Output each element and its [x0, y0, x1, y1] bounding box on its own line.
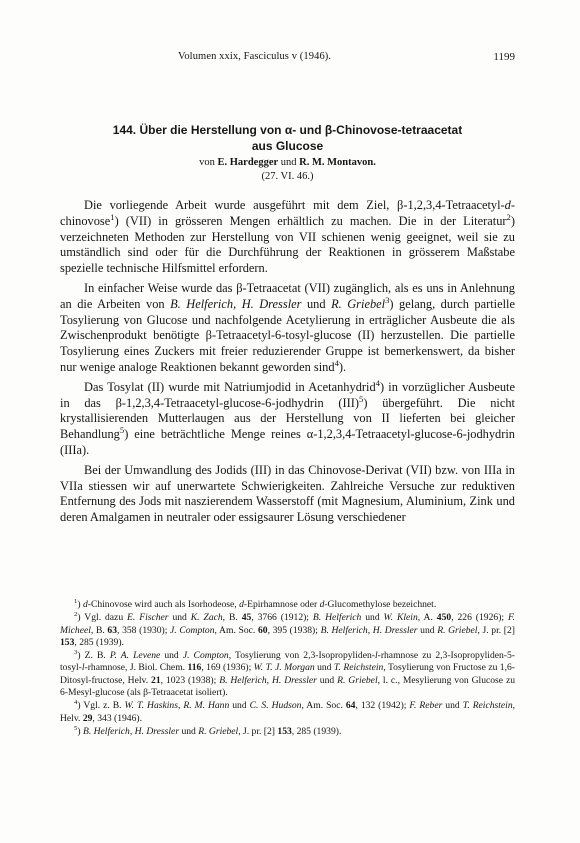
title-line-2: aus Glucose: [251, 139, 324, 153]
byline-and: und: [278, 157, 300, 168]
received-date: (27. VI. 46.): [261, 171, 314, 182]
article-title: [60, 122, 515, 154]
footnote-ref: 4: [375, 377, 380, 388]
page-number: 1199: [493, 51, 515, 63]
footnote-ref: 4: [334, 357, 339, 368]
byline-prefix: von: [199, 157, 218, 168]
running-title: Volumen xxix, Fasciculus v (1946).: [178, 51, 332, 62]
article-body: [60, 198, 515, 530]
title-line-1: 144. Über die Herstellung von α- und β-Chinovose-tetraacetat: [112, 123, 463, 137]
footnote-ref: 2: [506, 211, 511, 222]
paragraph-2: In einfacher Weise wurde das β-Tetraacetat (VII) zugänglich, als es uns in Anlehnung an die Arbeiten von B. Helferich, H. Dressler und R. Griebel$^3$) gelang, durch partielle Tosylierung von Glucose und nachfolgende Acetylierung in erträglicher Ausbeute die als Zwischenprodukt benötigte β-Tetraacetyl-6-tosyl-glucose (II) herzustellen. Die partielle Tosylierung eines Zuckers mit freier reduzierender Gruppe ist bemerkenswert, da bisher nur wenige analoge Reaktionen bekannt geworden sind$^4$).: [60, 280, 515, 374]
author-1: E. Hardegger: [217, 157, 279, 168]
paragraph-3: Das Tosylat (II) wurde mit Natriumjodid in Acetanhydrid$^4$) in vorzüglicher Ausbeute in das β-1,2,3,4-Tetraacetyl-glucose-6-jodhydrin (III)$^5$) übergeführt. Die nicht krystallisierenden Mutterlaugen aus der Herstellung von II lieferten bei gleicher Behandlung$^5$) eine beträchtliche Menge reines α-1,2,3,4-Tetraacetyl-glucose-6-jodhydrin (IIIa).: [60, 377, 515, 457]
footnote-2: $^2$) Vgl. dazu E. Fischer und K. Zach, B. 45, 3766 (1912); B. Helferich und W. Klein, A. 450, 226 (1926); F. Micheel, B. 63, 358 (1930); J. Compton, Am. Soc. 60, 395 (1938); B. Helferich, H. Dressler und R. Griebel, J. pr. [2] 153, 285 (1939).: [60, 611, 516, 648]
footnote-ref: 5: [119, 425, 125, 436]
paragraph-1: Die vorliegende Arbeit wurde ausgeführt mit dem Ziel, β-1,2,3,4-Tetraacetyl-d-chinovose$^1$) (VII) in grösseren Mengen erhältlich zu machen. Die in der Literatur$^2$) verzeichneten Methoden zur Herstellung von VII schienen wenig geeignet, weil sie zu umständlich sind oder für die Durchführung der Reaktionen in grösserem Maßstabe spezielle technische Hilfsmittel erfordern.: [60, 198, 515, 276]
footnote-3: $^3$) Z. B. P. A. Levene und J. Compton, Tosylierung von 2,3-Isopropyliden-l-rhamnose zu 2,3-Isopropyliden-5-tosyl-l-rhamnose, J. Biol. Chem. 116, 169 (1936); W. T. J. Morgan und T. Reichstein, Tosylierung von Fructose zu 1,6-Ditosyl-fructose, Helv. 21, 1023 (1938); B. Helferich, H. Dressler und R. Griebel, l. c., Mesylierung von Glucose zu 6-Mesyl-glucose (als β-Tetraacetat isoliert).: [60, 649, 516, 699]
footnote-1: $^1$) d-Chinovose wird auch als Isorhodeose, d-Epirhamnose oder d-Glucomethylose bezeichnet.: [74, 597, 437, 610]
footnote-5: $^5$) B. Helferich, H. Dressler und R. Griebel, J. pr. [2] 153, 285 (1939).: [74, 724, 342, 737]
footnote-4: $^4$) Vgl. z. B. W. T. Haskins, R. M. Hann und C. S. Hudson, Am. Soc. 64, 132 (1942); F. Reber und T. Reichstein, Helv. 29, 343 (1946).: [60, 699, 516, 724]
footnote-ref: 1: [110, 211, 115, 222]
article-heading: [60, 122, 515, 184]
footnote-ref: 5: [359, 393, 364, 404]
footnote-ref: 3: [385, 294, 390, 305]
byline: [60, 155, 515, 170]
author-2: R. M. Montavon.: [299, 157, 376, 168]
footnotes: [60, 599, 515, 739]
paragraph-4: Bei der Umwandlung des Jodids (III) in das Chinovose-Derivat (VII) bzw. von IIIa in VIIa stiessen wir auf unerwartete Schwierigkeiten. Zahlreiche Versuche zur reduktiven Entfernung des Jods mit naszierendem Wasserstoff (mit Magnesium, Aluminium, Zink und deren Amalgamen in neutraler oder essigsaurer Lösung verschiedener: [60, 462, 515, 525]
